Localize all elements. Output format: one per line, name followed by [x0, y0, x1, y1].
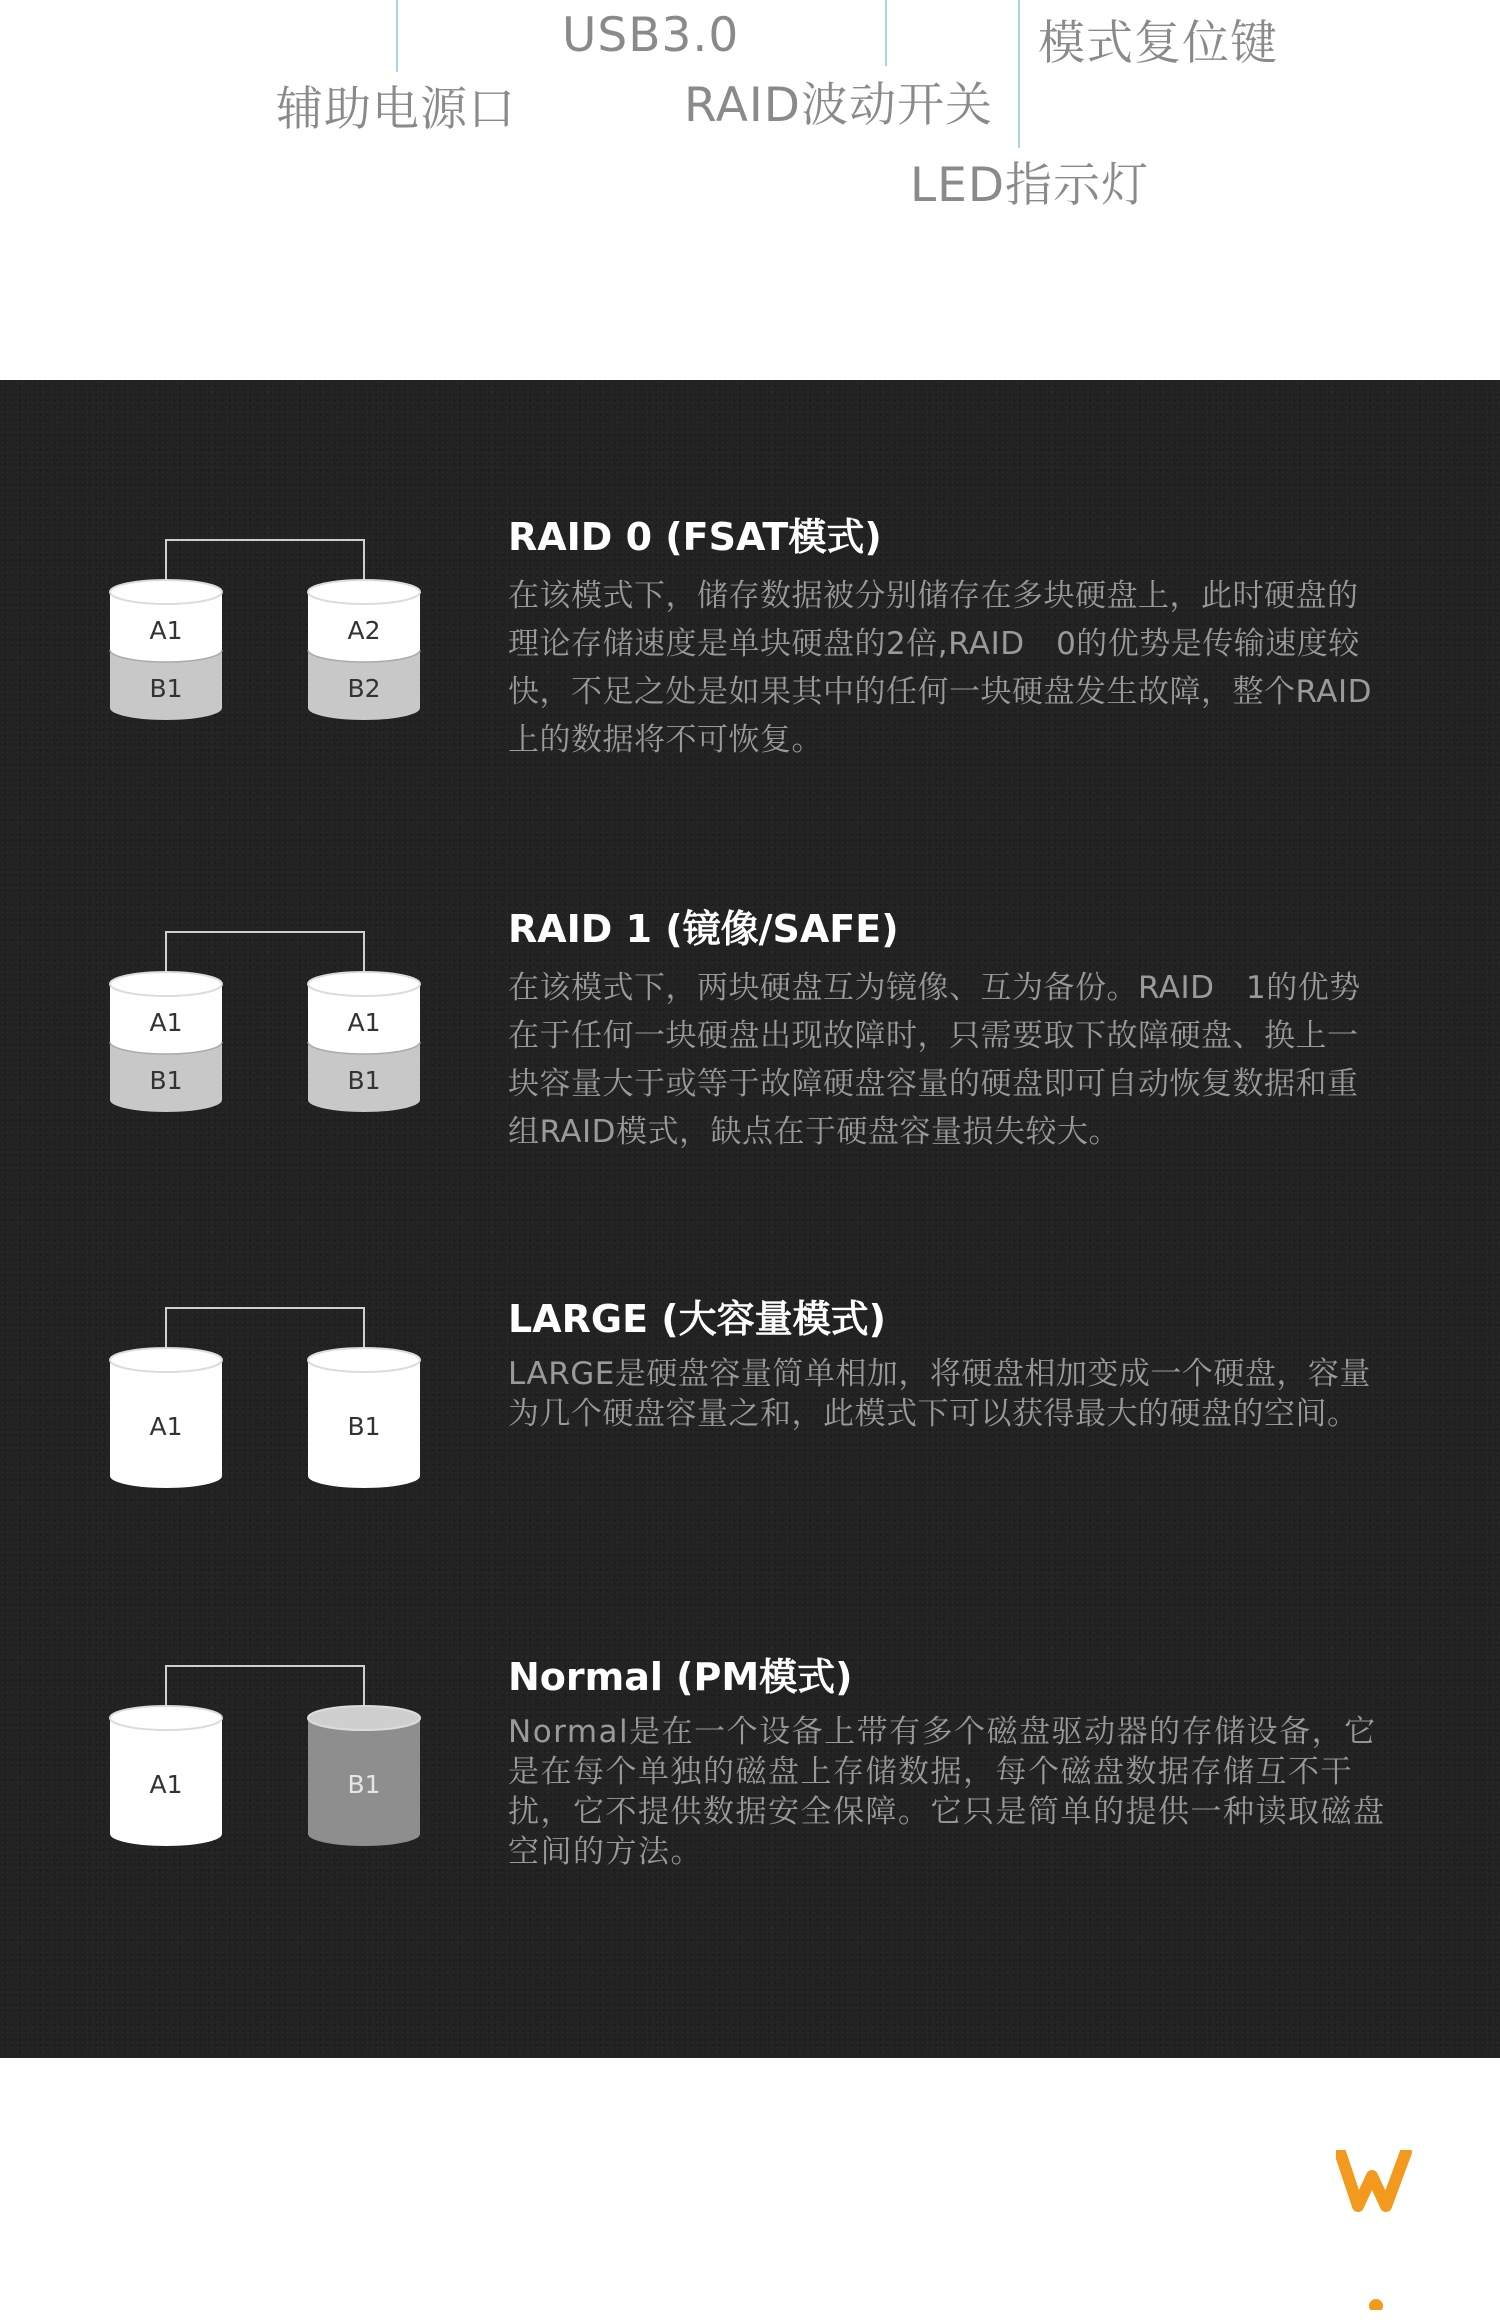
label-usb: USB3.0 [562, 8, 740, 63]
large-disk-1 [110, 1348, 222, 1488]
large-description: LARGE是硬盘容量简单相加，将硬盘相加变成一个硬盘，容量为几个硬盘容量之和，此模式下可以获得最大的硬盘的空间。 [508, 1356, 1371, 1432]
raid0-description: 在该模式下，储存数据被分别储存在多块硬盘上，此时硬盘的理论存储速度是单块硬盘的2倍,RAID 0的优势是传输速度较快，不足之处是如果其中的任何一块硬盘发生故障，整个RAID上的数据将不可恢复。 [508, 578, 1373, 758]
raid1-disk-2 [308, 972, 420, 1112]
label-aux-power: 辅助电源口 [276, 82, 516, 137]
large-disk-2 [308, 1348, 420, 1488]
raid1-diagram [100, 922, 430, 1152]
normal-title: Normal (PM模式) [508, 1655, 853, 1699]
large-title: LARGE (大容量模式) [508, 1297, 886, 1341]
normal-diagram [100, 1656, 430, 1886]
callout-line-led [1018, 0, 1020, 148]
raid0-disk1-top-label: A1 [149, 616, 183, 645]
raid1-disk1-bottom-label: B1 [149, 1066, 183, 1095]
callout-line-aux-power [396, 0, 398, 72]
normal-disk2-label: B1 [347, 1770, 381, 1799]
footer-area [0, 2058, 1500, 2322]
raid1-disk-1 [110, 972, 222, 1112]
raid0-diagram [100, 530, 430, 760]
label-mode-reset: 模式复位键 [1038, 16, 1278, 71]
raid1-disk2-bottom-label: B1 [347, 1066, 381, 1095]
large-disk2-label: B1 [347, 1412, 381, 1441]
raid1-title: RAID 1 (镜像/SAFE) [508, 907, 899, 951]
port-callouts [0, 0, 1500, 380]
raid0-disk-1 [110, 580, 222, 720]
label-raid-switch: RAID波动开关 [684, 78, 993, 133]
normal-disk1-label: A1 [149, 1770, 183, 1799]
label-led: LED指示灯 [910, 158, 1150, 213]
large-diagram [100, 1298, 430, 1528]
raid1-disk2-top-label: A1 [347, 1008, 381, 1037]
normal-description: Normal是在一个设备上带有多个磁盘驱动器的存储设备，它是在每个单独的磁盘上存储数据，每个磁盘数据存储互不干扰，它不提供数据安全保障。它只是简单的提供一种读取磁盘空间的方法。 [508, 1714, 1386, 1870]
raid1-disk1-top-label: A1 [149, 1008, 183, 1037]
callout-line-raid-switch [885, 0, 887, 66]
raid0-disk2-top-label: A2 [347, 616, 381, 645]
raid-modes-panel [0, 380, 1500, 2058]
raid1-description: 在该模式下，两块硬盘互为镜像、互为备份。RAID 1的优势在于任何一块硬盘出现故障时，只需要取下故障硬盘、换上一块容量大于或等于故障硬盘容量的硬盘即可自动恢复数据和重组RAID模式，缺点在于硬盘容量损失较大。 [508, 970, 1361, 1150]
large-disk1-label: A1 [149, 1412, 183, 1441]
normal-disk-2 [308, 1706, 420, 1846]
w-logo-icon [1336, 2150, 1416, 2310]
raid0-disk2-bottom-label: B2 [347, 674, 381, 703]
raid0-disk1-bottom-label: B1 [149, 674, 183, 703]
normal-disk-1 [110, 1706, 222, 1846]
raid0-disk-2 [308, 580, 420, 720]
raid0-title: RAID 0 (FSAT模式) [508, 515, 882, 559]
